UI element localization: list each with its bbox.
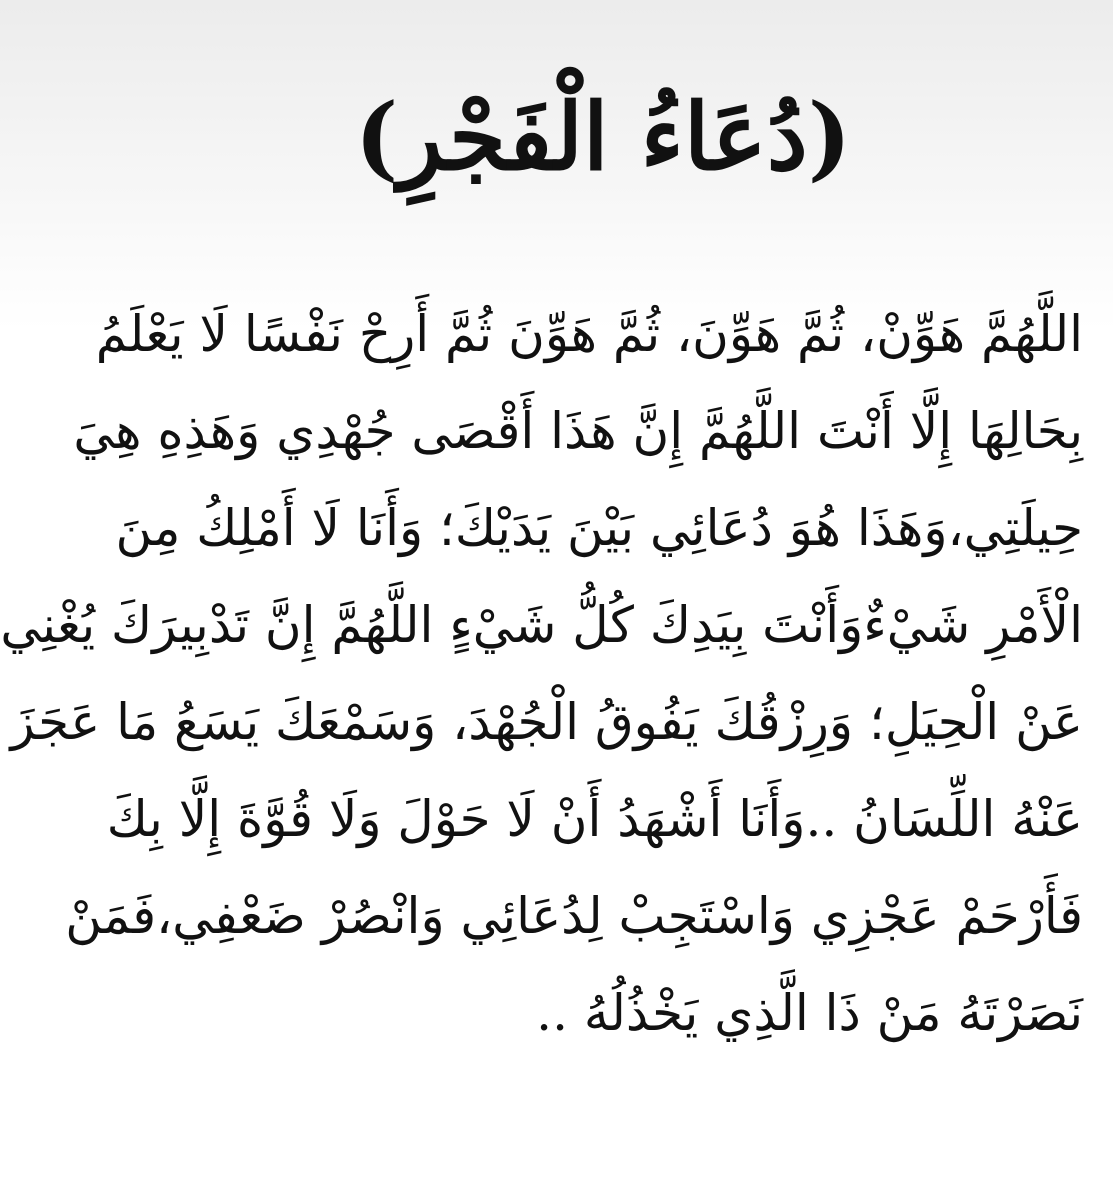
prayer-line-2: بِحَالِهَا إِلَّا أَنْتَ اللَّهُمَّ إِنَّ هَذَا أَقْصَى جُهْدِي وَهَذِهِ هِيَ	[73, 402, 1083, 460]
prayer-line-4: الْأَمْرِ شَيْءٌوَأَنْتَ بِيَدِكَ كُلُّ شَيْءٍ اللَّهُمَّ إِنَّ تَدْبِيرَكَ يُغْنِي	[0, 596, 1083, 654]
prayer-line-5: عَنْ الْحِيَلِ؛ وَرِزْقُكَ يَفُوقُ الْجُهْدَ، وَسَمْعَكَ يَسَعُ مَا عَجَزَ	[10, 693, 1083, 751]
prayer-line-7: فَأَرْحَمْ عَجْزِي وَاسْتَجِبْ لِدُعَائِي وَانْصُرْ ضَعْفِي،فَمَنْ	[65, 887, 1083, 945]
prayer-line-3: حِيلَتِي،وَهَذَا هُوَ دُعَائِي بَيْنَ يَدَيْكَ؛ وَأَنَا لَا أَمْلِكُ مِنَ	[115, 499, 1083, 557]
prayer-line-6: عَنْهُ اللِّسَانُ ..وَأَنَا أَشْهَدُ أَنْ لَا حَوْلَ وَلَا قُوَّةَ إِلَّا بِكَ	[106, 790, 1083, 848]
prayer-text	[0, 286, 1083, 1062]
prayer-line-1: اللَّهُمَّ هَوِّنْ، ثُمَّ هَوِّنَ، ثُمَّ هَوِّنَ ثُمَّ أَرِحْ نَفْسًا لَا يَعْلَمُ	[95, 305, 1083, 363]
page-title: (دُعَاءُ الْفَجْرِ)	[354, 83, 852, 191]
prayer-line-8: نَصَرْتَهُ مَنْ ذَا الَّذِي يَخْذُلُهُ ..	[536, 984, 1083, 1042]
